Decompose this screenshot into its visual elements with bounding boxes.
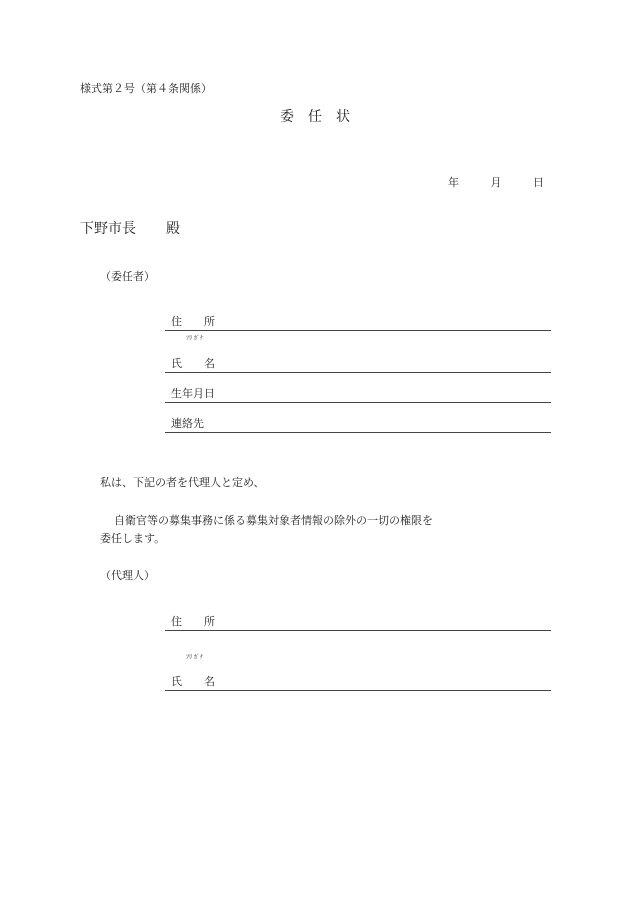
form-number: 様式第２号（第４条関係）: [80, 82, 212, 95]
date-month: 月: [490, 176, 502, 189]
principal-heading: （委任者）: [100, 270, 155, 283]
agent-address-field[interactable]: [165, 614, 551, 631]
principal-contact-field[interactable]: [165, 416, 551, 433]
statement-line-1: 私は、下記の者を代理人と定め、: [100, 476, 265, 489]
addressee: [80, 218, 180, 238]
principal-furigana-label: ﾌﾘ ｶﾞﾅ: [186, 335, 203, 342]
page-title: 委任状: [280, 109, 364, 125]
principal-address-label: 住所: [171, 315, 237, 328]
statement-line-3: 委任します。: [100, 532, 166, 545]
addressee-honorific: 殿: [166, 221, 180, 237]
agent-name-field[interactable]: [165, 674, 551, 691]
agent-address-label: 住所: [171, 615, 237, 628]
principal-birthdate-label: 生年月日: [171, 387, 215, 400]
date-line: [426, 174, 544, 190]
date-year: 年: [448, 176, 459, 189]
agent-name-label: 氏名: [171, 675, 237, 688]
agent-heading: （代理人）: [100, 569, 155, 582]
principal-name-field[interactable]: [165, 356, 551, 373]
addressee-name: 下野市長: [80, 221, 136, 237]
principal-address-field[interactable]: [165, 314, 551, 331]
agent-furigana-label: ﾌﾘ ｶﾞﾅ: [186, 654, 203, 661]
principal-birthdate-field[interactable]: [165, 386, 551, 403]
date-day: 日: [533, 176, 544, 189]
principal-name-label: 氏名: [171, 357, 237, 370]
statement-line-2: 自衛官等の募集事務に係る募集対象者情報の除外の一切の権限を: [114, 514, 433, 527]
principal-contact-label: 連絡先: [171, 417, 204, 430]
